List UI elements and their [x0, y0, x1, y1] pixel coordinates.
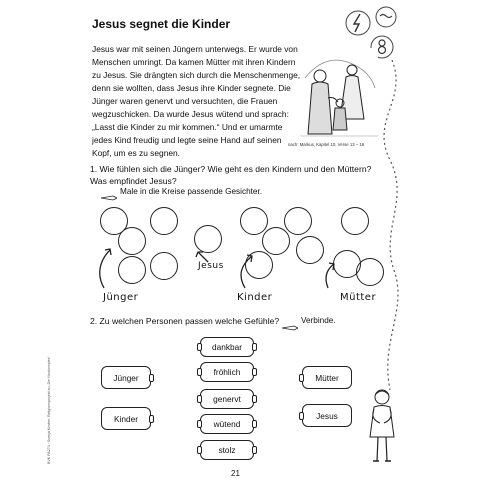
question-1-text: 1. Wie fühlen sich die Jünger? Wie geht es den Kindern und den Müttern? Was empfindet Jesus?: [90, 164, 372, 186]
arrows-decoration: [90, 240, 380, 300]
label-jesus: Jesus: [198, 261, 224, 271]
box-label: wütend: [213, 419, 241, 429]
page-title: Jesus segnet die Kinder: [92, 17, 231, 31]
dotted-path-decoration: [360, 60, 420, 390]
label-juenger: Jünger: [103, 292, 139, 303]
face-circle[interactable]: [240, 207, 268, 235]
box-label: stolz: [218, 445, 236, 455]
feeling-box-dankbar[interactable]: [200, 337, 254, 357]
box-label: Jünger: [113, 372, 139, 383]
label-kinder: Kinder: [237, 292, 273, 303]
person-box-juenger[interactable]: [101, 366, 151, 389]
box-label: Kinder: [114, 413, 138, 424]
box-label: Mütter: [315, 372, 339, 383]
story-text: Jesus war mit seinen Jüngern unterwegs. Er wurde von Menschen umringt. Da kamen Mütter mit ihren Kindern zu Jesus. Sie drängten sich durch die Menschenmenge, denn sie wollten, dass Jesus ihre Kinder segnete. Die Jünger waren genervt und versuchten, die Frauen wegzuschicken. Da wurde Jesus wütend und sprach: „Lasst die Kinder zu mir kommen.“ Und er umarmte jedes Kind freudig und legte seine Hand auf seinen Kopf, um es zu segnen.: [92, 44, 301, 158]
number-eight-icon: [379, 40, 386, 54]
girl-figure-illustration: [362, 385, 402, 470]
person-box-jesus[interactable]: [302, 404, 352, 427]
box-label: fröhlich: [213, 367, 241, 377]
face-circle[interactable]: [150, 207, 178, 235]
question-2-instruction: Verbinde.: [301, 316, 336, 325]
feeling-box-stolz[interactable]: [200, 440, 254, 460]
question-1-instruction: Male in die Kreise passende Gesichter.: [120, 187, 262, 196]
box-label: genervt: [213, 394, 241, 404]
page-number: 21: [231, 469, 240, 478]
feeling-box-genervt[interactable]: [200, 389, 254, 409]
box-label: Jesus: [316, 410, 338, 421]
person-box-kinder[interactable]: [101, 407, 151, 430]
feeling-box-wuetend[interactable]: [200, 414, 254, 434]
person-box-muetter[interactable]: [302, 366, 352, 389]
wave-icon: [380, 15, 392, 18]
pencil-icon: [282, 318, 298, 336]
pencil-icon: [101, 188, 117, 206]
feeling-box-froehlich[interactable]: [200, 362, 254, 382]
box-label: dankbar: [212, 342, 242, 352]
illustration-caption: nach: Markus, Kapitel 10, Verse 13 – 16: [288, 142, 365, 147]
question-2-text: 2. Zu welchen Personen passen welche Gefühle?: [90, 316, 280, 326]
face-circle[interactable]: [284, 207, 312, 235]
lightning-icon: [354, 14, 360, 32]
side-note: BVK PA274 · Svenja Kirsten: Religionsprojekt zu „Der Neukomplex“: [47, 356, 51, 464]
label-muetter: Mütter: [340, 292, 377, 303]
face-circle[interactable]: [341, 207, 369, 235]
